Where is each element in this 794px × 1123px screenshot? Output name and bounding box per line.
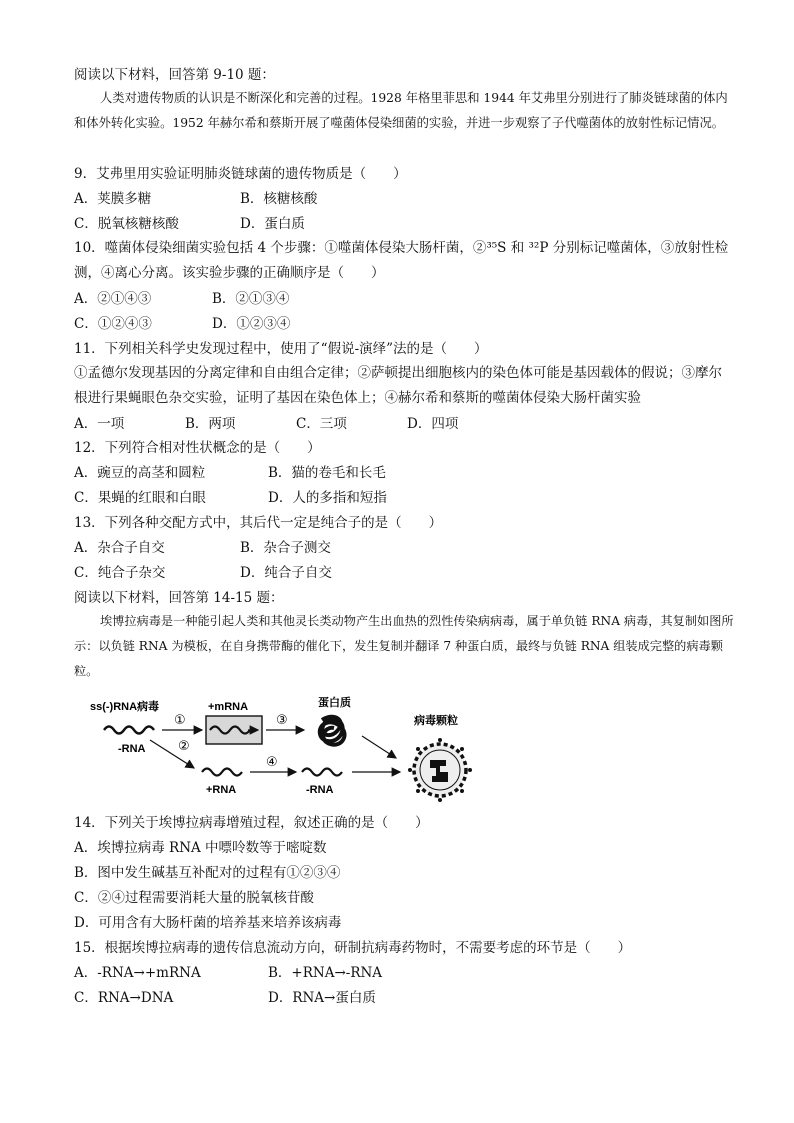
reading-passage-14-15: 埃博拉病毒是一种能引起人类和其他灵长类动物产生出血热的烈性传染病病毒，属于单负链 RNA 病毒，其复制如图所示：以负链 RNA 为模板，在自身携带酶的催化下，发生复制并翻译 7 种蛋白质，最终与负链 RNA 组装成完整的病毒颗粒。 — [74, 614, 734, 678]
reading-intro-14-15: 阅读以下材料，回答第 14-15 题： — [74, 590, 284, 606]
protein-glyph — [320, 717, 345, 745]
question-11-option-d: D．四项 — [407, 416, 459, 432]
question-10-option-d: D．①②③④ — [212, 316, 291, 332]
question-10-option-c: C．①②④③ — [74, 316, 152, 332]
question-10-option-a: A．②①④③ — [74, 291, 152, 307]
question-11-option-b: B．两项 — [185, 416, 236, 432]
question-13-option-a: A．杂合子自交 — [74, 540, 165, 556]
question-9-option-a: A．荚膜多糖 — [74, 191, 152, 207]
question-9-option-d: D．蛋白质 — [240, 216, 305, 232]
pos-rna-wave — [202, 769, 242, 776]
arrow-protein-to-particle — [362, 736, 396, 758]
protein-label: 蛋白质 — [318, 697, 351, 709]
question-15-option-c: C．RNA→DNA — [74, 990, 174, 1006]
step-2-label: ② — [178, 738, 190, 753]
question-9-stem: 9．艾弗里用实验证明肺炎链球菌的遗传物质是（ ） — [74, 166, 407, 182]
question-11-stem: 11．下列相关科学史发现过程中，使用了“假说-演绎”法的是（ ） — [74, 341, 488, 357]
question-13-option-c: C．纯合子杂交 — [74, 565, 166, 581]
reading-passage-9-10: 人类对遗传物质的认识是不断深化和完善的过程。1928 年格里菲思和 1944 年艾弗里分别进行了肺炎链球菌的体内和体外转化实验。1952 年赫尔希和蔡斯开展了噬菌体侵染细菌的实验，并进一步观察了子代噬菌体的放射性标记情况。 — [74, 91, 728, 130]
question-12-option-c: C．果蝇的红眼和白眼 — [74, 490, 206, 506]
question-13-option-d: D．纯合子自交 — [240, 565, 332, 581]
question-13-option-b: B．杂合子测交 — [240, 540, 331, 556]
question-11-option-c: C．三项 — [296, 416, 347, 432]
question-13-stem: 13．下列各种交配方式中，其后代一定是纯合子的是（ ） — [74, 515, 443, 531]
question-14-option-c: C．②④过程需要消耗大量的脱氧核苷酸 — [74, 890, 314, 906]
neg-rna-label-2: -RNA — [306, 784, 334, 796]
step-4-label: ④ — [266, 754, 278, 769]
step-1-label: ① — [174, 712, 186, 727]
particle-label: 病毒颗粒 — [414, 715, 458, 727]
question-11-option-a: A．一项 — [74, 416, 125, 432]
reading-intro-9-10: 阅读以下材料，回答第 9-10 题： — [74, 67, 275, 83]
question-12-stem: 12．下列符合相对性状概念的是（ ） — [74, 440, 321, 456]
question-14-option-b: B．图中发生碱基互补配对的过程有①②③④ — [74, 865, 341, 881]
mrna-label: +mRNA — [208, 701, 249, 713]
question-14-stem: 14．下列关于埃博拉病毒增殖过程，叙述正确的是（ ） — [74, 815, 429, 831]
question-11-items: ①孟德尔发现基因的分离定律和自由组合定律；②萨顿提出细胞核内的染色体可能是基因载体的假说；③摩尔根进行果蝇眼色杂交实验，证明了基因在染色体上；④赫尔希和蔡斯的噬菌体侵染大肠杆菌实验 — [74, 365, 722, 406]
question-9-option-b: B．核糖核酸 — [240, 191, 318, 207]
virus-particle — [408, 738, 472, 802]
question-15-option-b: B．+RNA→-RNA — [268, 965, 383, 981]
step-3-label: ③ — [276, 712, 288, 727]
question-15-option-a: A．-RNA→+mRNA — [74, 965, 201, 981]
question-9-option-c: C．脱氧核糖核酸 — [74, 216, 179, 232]
virus-label: ss(-)RNA病毒 — [90, 701, 160, 713]
question-15-stem: 15．根据埃博拉病毒的遗传信息流动方向，研制抗病毒药物时，不需要考虑的环节是（ ） — [74, 940, 632, 956]
question-10-stem: 10．噬菌体侵染细菌实验包括 4 个步骤：①噬菌体侵染大肠杆菌，②³⁵S 和 ³²P 分别标记噬菌体，③放射性检测，④离心分离。该实验步骤的正确顺序是（ ） — [74, 240, 729, 281]
question-14-option-d: D．可用含有大肠杆菌的培养基来培养该病毒 — [74, 915, 342, 931]
question-15-option-d: D．RNA→蛋白质 — [268, 990, 376, 1006]
pos-rna-label: +RNA — [206, 784, 237, 796]
question-12-option-d: D．人的多指和短指 — [268, 490, 387, 506]
ebola-replication-diagram — [90, 690, 490, 805]
neg-rna-label: -RNA — [118, 743, 146, 755]
neg-rna-wave — [104, 727, 154, 734]
question-14-option-a: A．埃博拉病毒 RNA 中嘌呤数等于嘧啶数 — [74, 840, 327, 856]
question-12-option-b: B．猫的卷毛和长毛 — [268, 465, 386, 481]
neg-rna-wave-2 — [302, 769, 342, 776]
question-12-option-a: A．豌豆的高茎和圆粒 — [74, 465, 206, 481]
question-10-option-b: B．②①③④ — [212, 291, 290, 307]
